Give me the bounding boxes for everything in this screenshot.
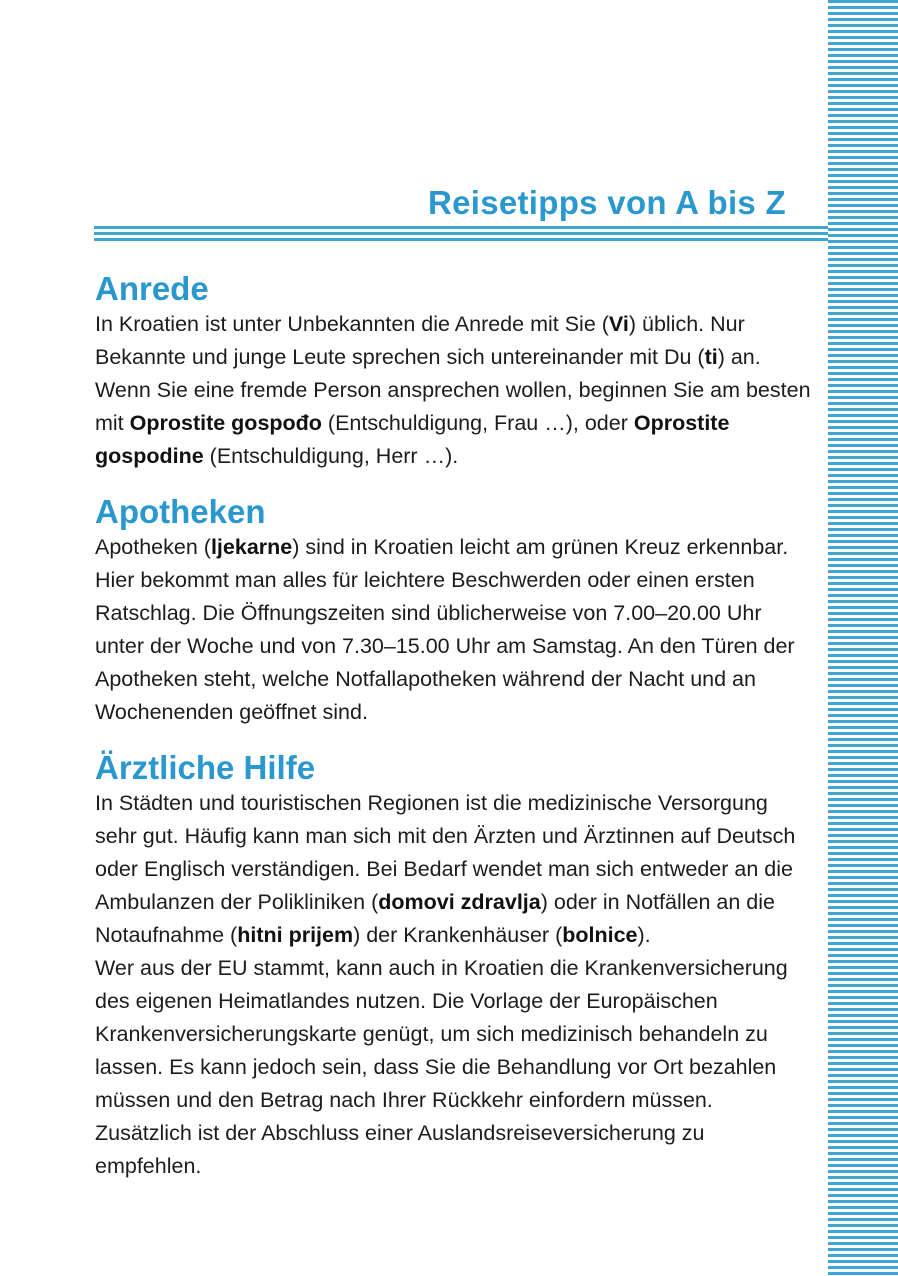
croatian-term: bolnice <box>562 923 638 947</box>
text-run: Apotheken ( <box>95 535 211 559</box>
croatian-term: Oprostite gospođo <box>129 411 322 435</box>
page-title: Reisetipps von A bis Z <box>427 184 786 221</box>
text-run: In Städten und touristischen Regionen ist die medizinische Versorgung sehr gut. Häufig kann man sich mit den Ärzten und Ärztinnen auf Deutsch oder Englisch verständigen. Bei Bedarf wendet man sich entweder an die Ambulanzen der Polikliniken ( <box>95 791 796 914</box>
text-run: Wer aus der EU stammt, kann auch in Kroatien die Krankenversicherung des eigenen Heimatlandes nutzen. Die Vorlage der Europäischen Krankenversicherungskarte genügt, um sich medizinisch behandeln zu lassen. Es kann jedoch sein, dass Sie die Behandlung vor Ort bezahlen müssen und den Betrag nach Ihrer Rückkehr einfordern müssen. Zusätzlich ist der Abschluss einer Auslandsreiseversicherung zu empfehlen. <box>95 956 788 1178</box>
text-run: ) sind in Kroatien leicht am grünen Kreuz erkennbar. Hier bekommt man alles für leichtere Beschwerden oder einen ersten Ratschlag. Die Öffnungszeiten sind üblicherweise von 7.00–20.00 Uhr unter der Woche und von 7.30–15.00 Uhr am Samstag. An den Türen der Apotheken steht, welche Notfallapotheken während der Nacht und an Wochenenden geöffnet sind. <box>95 535 795 724</box>
content-area <box>95 270 811 1203</box>
croatian-term: Vi <box>608 312 629 336</box>
section-heading: Ärztliche Hilfe <box>95 749 316 786</box>
croatian-term: domovi zdravlja <box>378 890 541 914</box>
section <box>95 493 811 729</box>
text-run: ) an. Wenn Sie eine fremde Person ansprechen wollen, beginnen Sie am besten mit <box>95 345 811 435</box>
croatian-term: hitni prijem <box>237 923 354 947</box>
text-run: ) üblich. Nur Bekannte und junge Leute sprechen sich untereinander mit Du ( <box>95 312 745 369</box>
text-run: (Entschuldigung, Herr …). <box>203 444 459 468</box>
section-heading: Apotheken <box>95 493 266 530</box>
body-paragraph <box>95 308 811 473</box>
section <box>95 749 811 1183</box>
section <box>95 270 811 473</box>
text-run: In Kroatien ist unter Unbekannten die Anrede mit Sie ( <box>95 312 609 336</box>
body-paragraph <box>95 952 811 1183</box>
decorative-stripe-bar <box>828 0 898 1276</box>
text-run: (Entschuldigung, Frau …), oder <box>321 411 634 435</box>
section-heading: Anrede <box>95 270 209 307</box>
croatian-term: Oprostite gospodine <box>95 411 730 468</box>
text-run: ). <box>637 923 651 947</box>
title-rule <box>94 226 828 242</box>
body-paragraph <box>95 787 811 952</box>
croatian-term: ti <box>704 345 718 369</box>
text-run: ) oder in Notfällen an die Notaufnahme ( <box>95 890 775 947</box>
text-run: ) der Krankenhäuser ( <box>353 923 563 947</box>
croatian-term: ljekarne <box>210 535 293 559</box>
body-paragraph <box>95 531 811 729</box>
